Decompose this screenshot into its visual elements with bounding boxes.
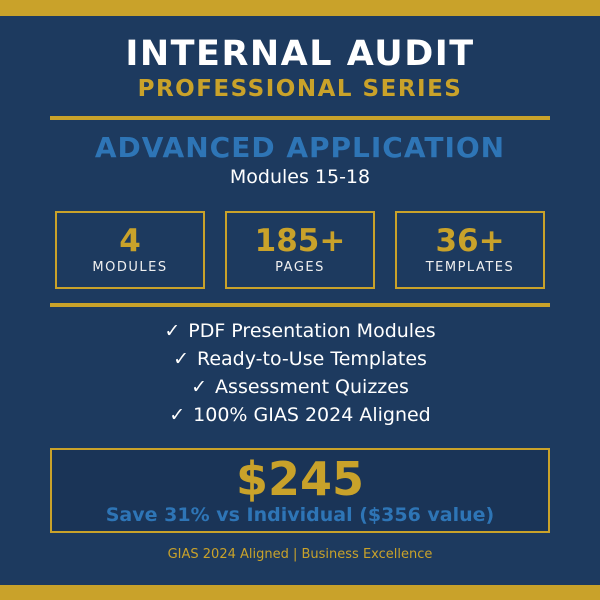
features-divider: [50, 303, 550, 307]
top-accent-bar: [0, 0, 600, 16]
series-subtitle: PROFESSIONAL SERIES: [137, 76, 463, 102]
features-list: [0, 317, 600, 429]
check-icon: ✓: [164, 320, 181, 342]
bottom-accent-bar: [0, 585, 600, 600]
stat-box-modules: [55, 211, 205, 289]
feature-text: PDF Presentation Modules: [188, 320, 436, 342]
savings-note: Save 31% vs Individual ($356 value): [105, 504, 495, 526]
feature-text: 100% GIAS 2024 Aligned: [193, 404, 431, 426]
stat-box-pages: [225, 211, 375, 289]
header-divider: [50, 116, 550, 120]
feature-item: [0, 373, 600, 401]
feature-text: Assessment Quizzes: [215, 376, 409, 398]
stat-label: MODULES: [92, 260, 168, 275]
check-icon: ✓: [169, 404, 186, 426]
price-value: $245: [235, 452, 365, 506]
feature-item: [0, 401, 600, 429]
section-title: ADVANCED APPLICATION: [94, 131, 506, 164]
feature-text: Ready-to-Use Templates: [197, 348, 427, 370]
stat-value: 4: [119, 223, 141, 259]
stat-label: PAGES: [275, 260, 325, 275]
check-icon: ✓: [173, 348, 189, 370]
price-box: [50, 448, 550, 533]
section-subtitle: Modules 15-18: [229, 166, 371, 188]
stat-value: 185+: [254, 223, 346, 259]
stat-value: 36+: [435, 223, 505, 259]
feature-item: [0, 345, 600, 373]
footer-tagline: GIAS 2024 Aligned | Business Excellence: [167, 547, 433, 562]
stats-row: [0, 211, 600, 289]
feature-item: [0, 317, 600, 345]
stat-label: TEMPLATES: [425, 260, 515, 275]
main-title: INTERNAL AUDIT: [125, 34, 475, 74]
stat-box-templates: [395, 211, 545, 289]
check-icon: ✓: [191, 376, 208, 398]
